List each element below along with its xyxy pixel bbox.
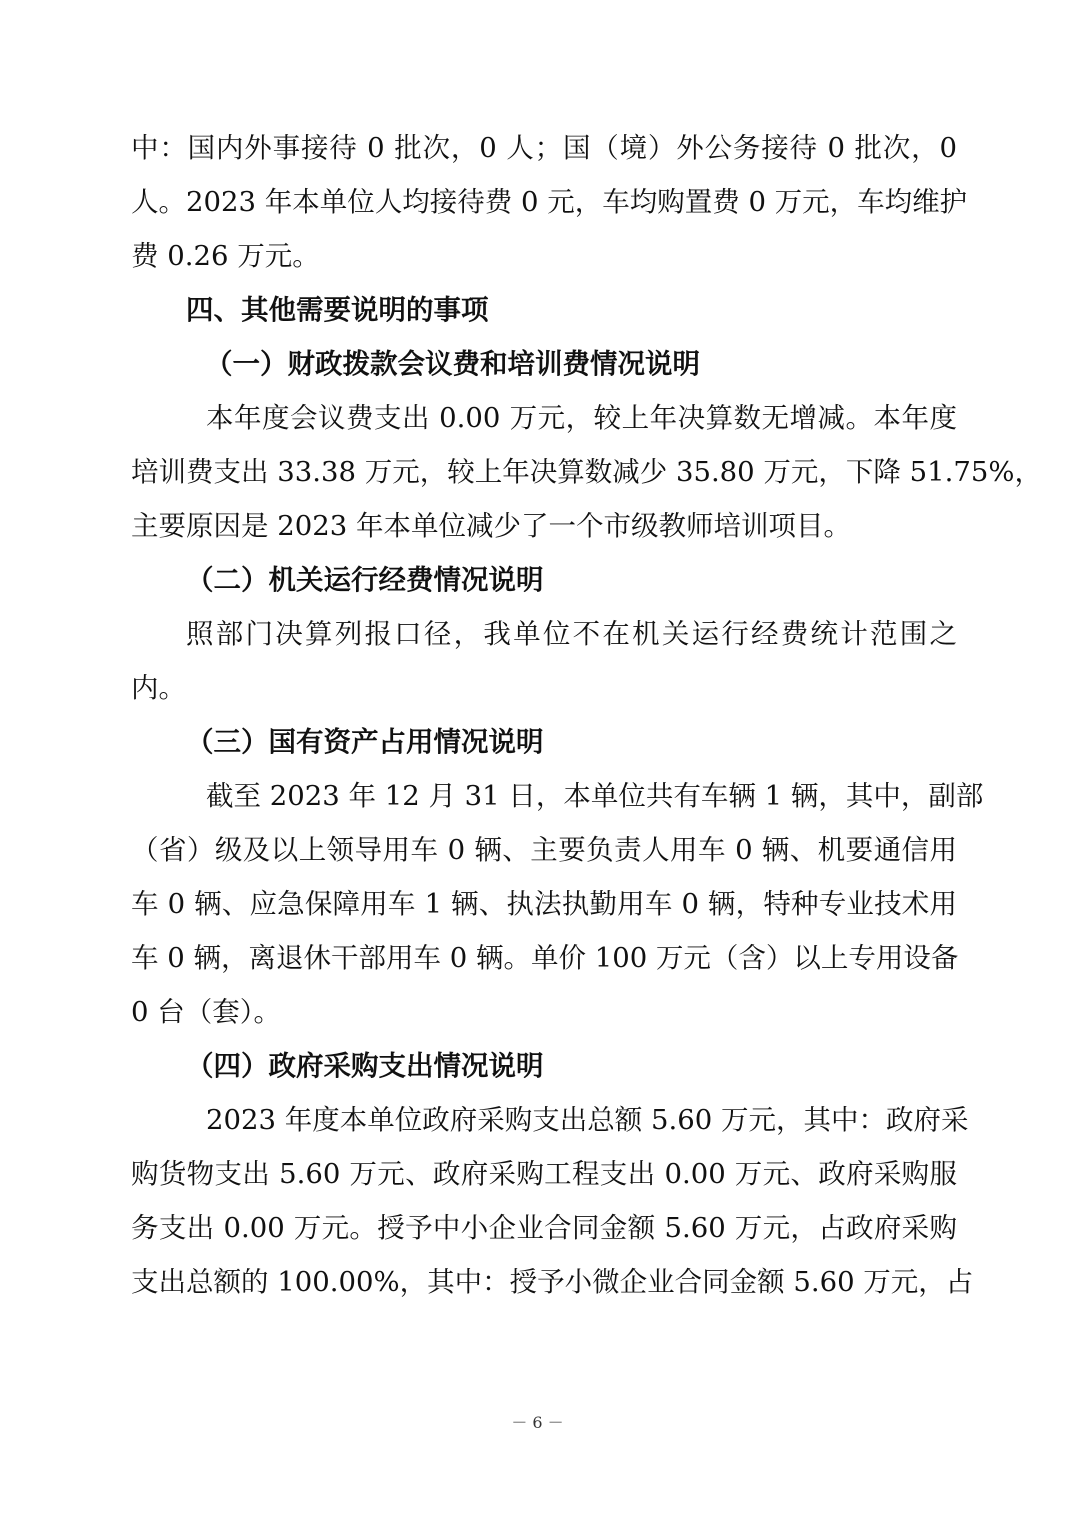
paragraph-line: 支出总额的 100.00%，其中：授予小微企业合同金额 5.60 万元，占	[131, 1266, 974, 1298]
paragraph-line: 截至 2023 年 12 月 31 日，本单位共有车辆 1 辆，其中，副部	[206, 780, 984, 812]
paragraph-line: 购货物支出 5.60 万元、政府采购工程支出 0.00 万元、政府采购服	[131, 1158, 957, 1190]
paragraph-line: 务支出 0.00 万元。授予中小企业合同金额 5.60 万元，占政府采购	[131, 1212, 957, 1244]
paragraph-line: 照部门决算列报口径，我单位不在机关运行经费统计范围之	[186, 618, 957, 650]
subsection-heading: （四）政府采购支出情况说明	[186, 1050, 544, 1082]
paragraph-line: 中：国内外事接待 0 批次，0 人；国（境）外公务接待 0 批次，0	[131, 132, 957, 164]
paragraph-line: 费 0.26 万元。	[131, 240, 320, 272]
paragraph-line: 内。	[131, 672, 186, 704]
paragraph-line: 培训费支出 33.38 万元，较上年决算数减少 35.80 万元，下降 51.75%，	[131, 456, 1043, 488]
subsection-heading: （一）财政拨款会议费和培训费情况说明	[205, 348, 700, 380]
paragraph-line: （省）级及以上领导用车 0 辆、主要负责人用车 0 辆、机要通信用	[131, 834, 957, 866]
paragraph-line: 车 0 辆，离退休干部用车 0 辆。单价 100 万元（含）以上专用设备	[131, 942, 959, 974]
paragraph-line: 2023 年度本单位政府采购支出总额 5.60 万元，其中：政府采	[206, 1104, 969, 1136]
paragraph-line: 0 台（套）。	[131, 996, 281, 1028]
paragraph-line: 车 0 辆、应急保障用车 1 辆、执法执勤用车 0 辆，特种专业技术用	[131, 888, 957, 920]
paragraph-line: 人。2023 年本单位人均接待费 0 元，车均购置费 0 万元，车均维护	[131, 186, 968, 218]
subsection-heading: （三）国有资产占用情况说明	[186, 726, 544, 758]
section-heading: 四、其他需要说明的事项	[186, 294, 489, 326]
paragraph-line: 本年度会议费支出 0.00 万元，较上年决算数无增减。本年度	[206, 402, 957, 434]
page-number: － 6 －	[511, 1413, 564, 1432]
subsection-heading: （二）机关运行经费情况说明	[186, 564, 544, 596]
paragraph-line: 主要原因是 2023 年本单位减少了一个市级教师培训项目。	[131, 510, 851, 542]
